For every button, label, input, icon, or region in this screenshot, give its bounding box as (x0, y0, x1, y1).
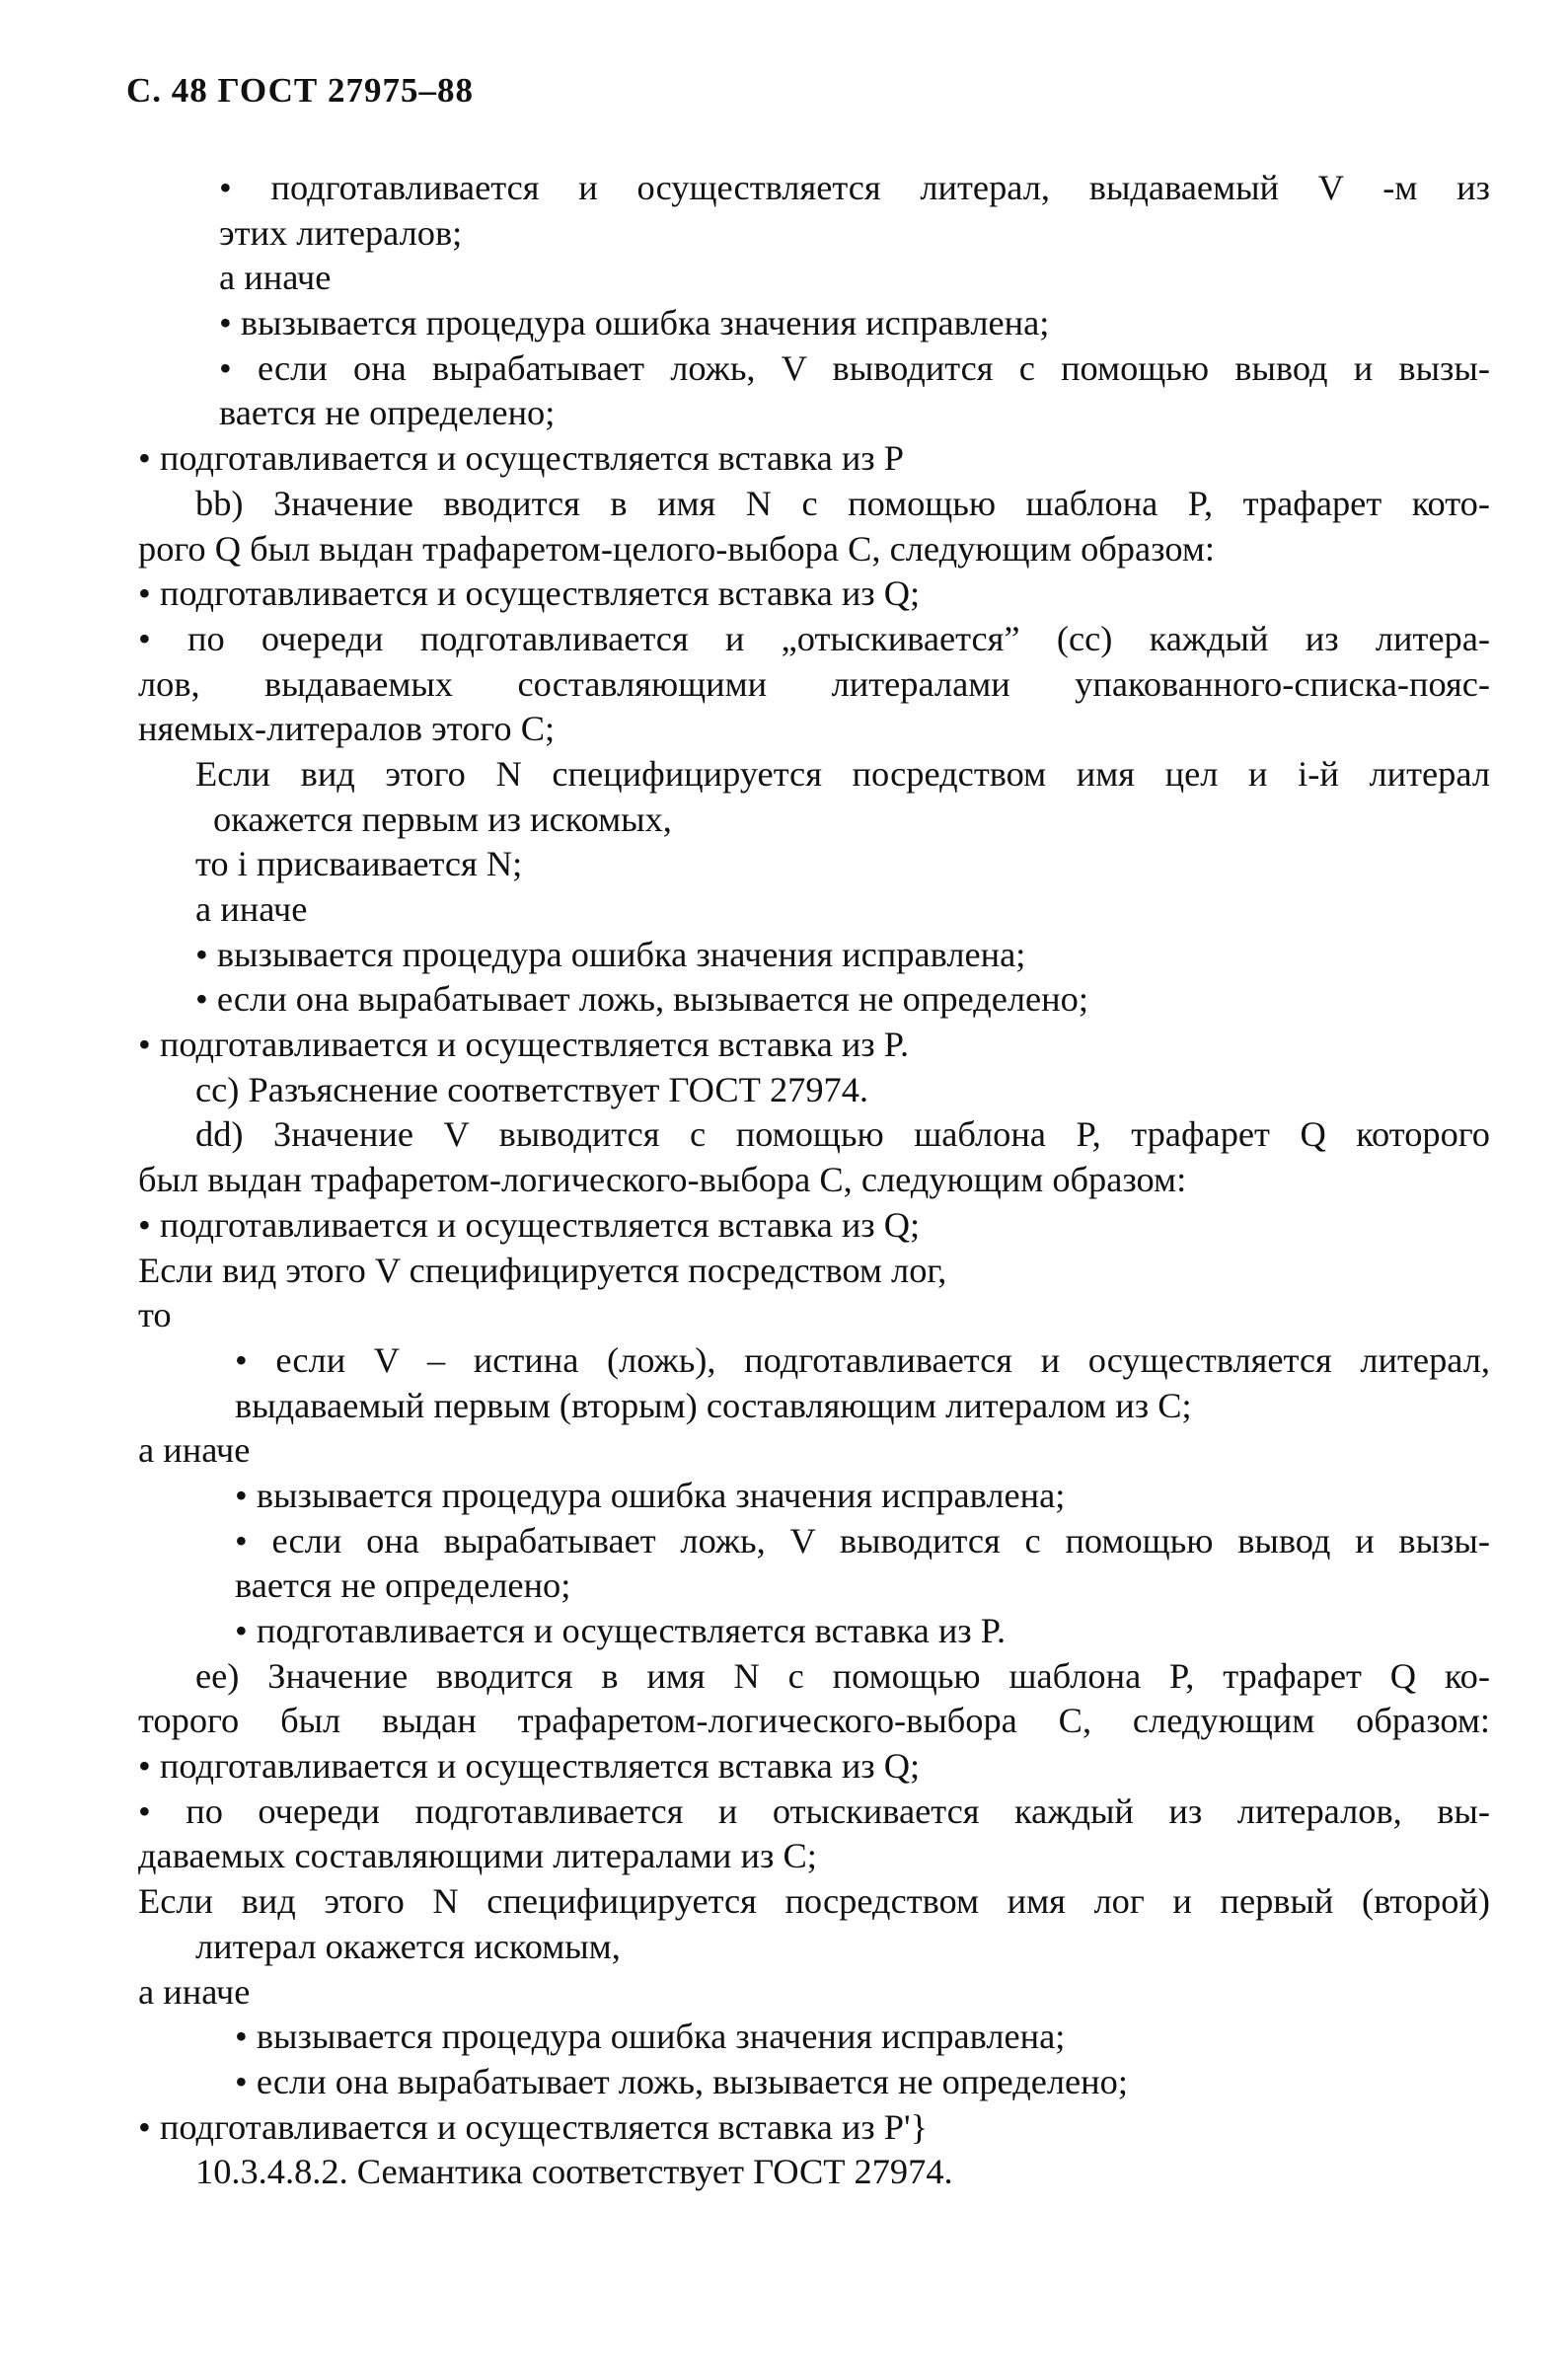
text-line: • по очереди подготавливается и отыскивается каждый из литералов, вы- (138, 1790, 1490, 1831)
text-line: Если вид этого V специфицируется посредством лог, (138, 1250, 947, 1290)
text-line: • вызывается процедура ошибка значения исправлена; (235, 2017, 1066, 2057)
text-line: вается не определено; (235, 1565, 571, 1606)
text-line: • если она вырабатывает ложь, V выводится с помощью вывод и вызы- (219, 347, 1490, 388)
text-line: а иначе (138, 1971, 251, 2012)
text-line: • подготавливается и осуществляется вставка из P'} (138, 2106, 929, 2147)
text-line: • подготавливается и осуществляется вставка из Q; (138, 1204, 921, 1245)
text-line: а иначе (195, 889, 308, 929)
text-line: • подготавливается и осуществляется вставка из Q; (138, 1746, 921, 1787)
text-line: лов, выдаваемых составляющими литералами упакованного-списка-пояс- (138, 663, 1490, 704)
text-line: няемых-литералов этого C; (138, 709, 556, 749)
text-line: выдаваемый первым (вторым) составляющим литералом из C; (235, 1385, 1192, 1425)
text-line: dd) Значение V выводится с помощью шаблона P, трафарет Q которого (195, 1114, 1490, 1155)
text-line: этих литералов; (219, 212, 463, 253)
text-line: а иначе (219, 258, 332, 298)
text-line: рого Q был выдан трафаретом-целого-выбора C, следующим образом: (138, 528, 1215, 569)
text-line: • если она вырабатывает ложь, вызывается не определено; (235, 2061, 1128, 2101)
text-line: вается не определено; (219, 393, 556, 433)
text-line: • подготавливается и осуществляется вставка из P. (235, 1611, 1007, 1650)
text-line: • подготавливается и осуществляется вставка из Q; (138, 573, 921, 614)
text-line: • вызывается процедура ошибка значения исправлена; (219, 303, 1050, 343)
text-line: даваемых составляющими литералами из C; (138, 1836, 817, 1876)
text-line: то (138, 1295, 172, 1335)
text-line: • если она вырабатывает ложь, V выводится с помощью вывод и вызы- (235, 1520, 1490, 1561)
text-line: Если вид этого N специфицируется посредством имя цел и i-й литерал (195, 753, 1490, 794)
text-line: окажется первым из искомых, (213, 799, 672, 839)
text-line: ee) Значение вводится в имя N с помощью шаблона P, трафарет Q ко- (195, 1655, 1490, 1696)
page-header: С. 48 ГОСТ 27975–88 (126, 71, 474, 110)
text-line: торого был выдан трафаретом-логического-выбора C, следующим образом: (138, 1701, 1490, 1741)
text-line: • по очереди подготавливается и „отыскивается” (cc) каждый из литера- (138, 618, 1490, 658)
text-line: • подготавливается и осуществляется литерал, выдаваемый V -м из (219, 168, 1490, 207)
text-line: cc) Разъяснение соответствует ГОСТ 27974. (195, 1069, 869, 1109)
text-line: bb) Значение вводится в имя N с помощью шаблона P, трафарет кото- (195, 483, 1490, 523)
text-line: • если V – истина (ложь), подготавливается и осуществляется литерал, (235, 1339, 1490, 1380)
text-line: Если вид этого N специфицируется посредством имя лог и первый (второй) (138, 1881, 1490, 1922)
text-line: • если она вырабатывает ложь, вызывается не определено; (195, 979, 1088, 1020)
text-line: • подготавливается и осуществляется вставка из P. (138, 1025, 910, 1065)
text-line: то i присваивается N; (195, 844, 523, 884)
text-line: литерал окажется искомым, (195, 1926, 621, 1966)
text-line: • подготавливается и осуществляется вставка из P (138, 438, 905, 479)
text-line: 10.3.4.8.2. Семантика соответствует ГОСТ 27974. (195, 2152, 953, 2192)
document-body (138, 166, 1490, 2195)
text-line: а иначе (138, 1430, 251, 1471)
text-line: • вызывается процедура ошибка значения исправлена; (235, 1475, 1066, 1515)
text-line: был выдан трафаретом-логического-выбора C, следующим образом: (138, 1160, 1187, 1200)
text-line: • вызывается процедура ошибка значения исправлена; (195, 934, 1026, 974)
